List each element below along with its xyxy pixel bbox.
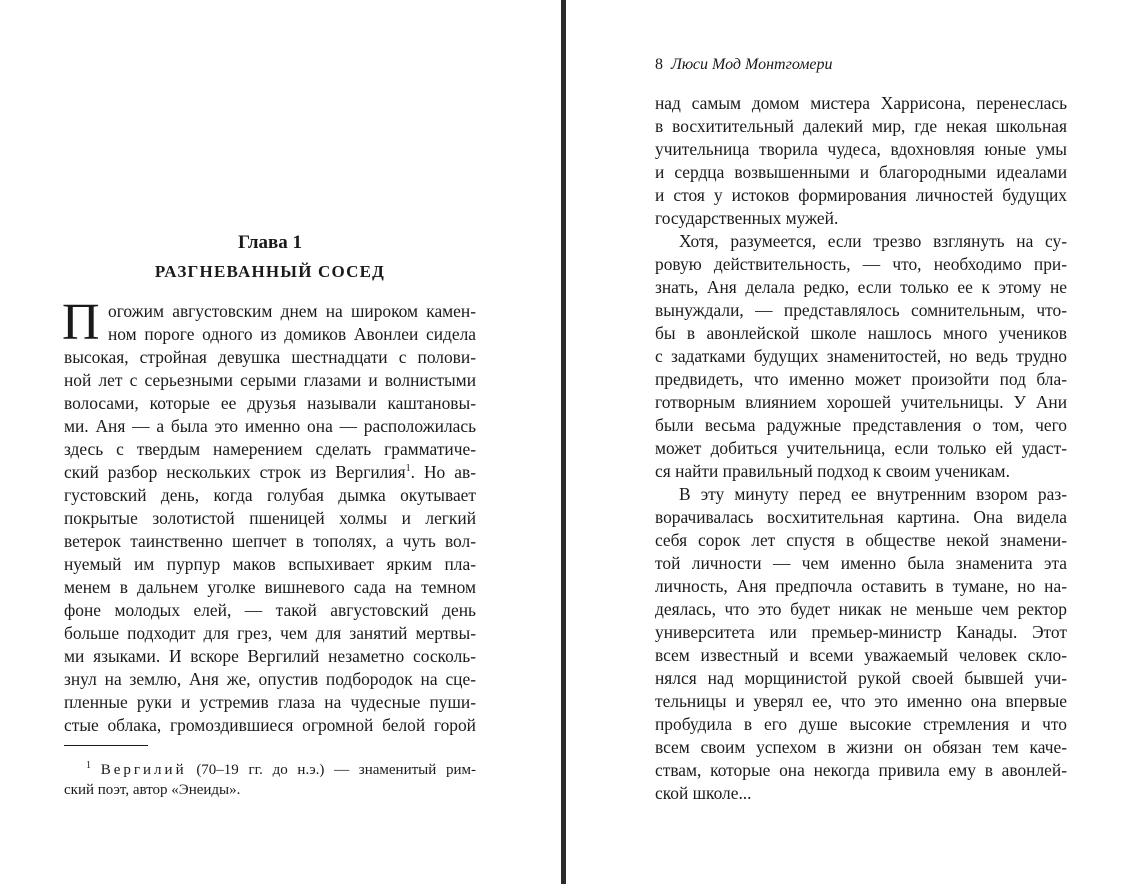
text-line: ся найти правильный подход к своим ученикам.	[655, 461, 1010, 481]
text-line: университета или премьер-министр Канады. Этот	[655, 622, 1067, 642]
text-line: здесь с твердым намерением сделать грамматиче-	[64, 439, 476, 459]
text-segment: . Но ав-	[410, 462, 476, 482]
text-line: больше подходит для грез, чем для занятий мертвы-	[64, 623, 476, 643]
text-line: с задатками будущих знаменитостей, но ведь трудно	[655, 346, 1067, 366]
left-page	[0, 0, 562, 884]
text-line: ми. Аня — а была это именно она — расположилась	[64, 416, 476, 436]
page-number: 8	[655, 56, 663, 73]
text-line: менем в дальнем уголке вишневого сада на темном	[64, 577, 476, 597]
text-line: фоне молодых елей, — такой августовский день	[64, 600, 476, 620]
text-line: знать, Аня делала редко, если только ее к этому не	[655, 277, 1067, 297]
text-line: знул на землю, Аня же, опустив подбородок на сце-	[64, 669, 476, 689]
text-line: В эту минуту перед ее внутренним взором раз-	[679, 484, 1067, 504]
text-line: себя сорок лет спустя в обществе некой знамени-	[655, 530, 1067, 550]
text-line: покрытые золотистой пшеницей холмы и легкий	[64, 508, 476, 528]
text-line: огожим августовским днем на широком камен-	[108, 301, 476, 321]
text-line: готворным влиянием хорошей учительницы. У Ани	[655, 392, 1067, 412]
text-line: и сердца возвышенными и благородными идеалами	[655, 162, 1067, 182]
text-line: ворачивалась восхитительная картина. Она видела	[655, 507, 1067, 527]
text-line: вынуждали, — представлялось сомнительным, что-	[655, 300, 1067, 320]
text-line: стые облака, громоздившиеся огромной белой горой	[64, 715, 476, 735]
text-line: ном пороге одного из домиков Авонлеи сидела	[108, 324, 476, 344]
text-line: высокая, стройная девушка шестнадцати с полови-	[64, 347, 476, 367]
text-line: пробудила в его душе высокие стремления и что	[655, 714, 1067, 734]
text-line: личность, Аня предпочла оставить в тумане, но на-	[655, 576, 1067, 596]
text-line: пленные руки и устремив глаза на чудесные пуши-	[64, 692, 476, 712]
text-line: всем своим успехом в жизни он обязан тем каче-	[655, 737, 1067, 757]
text-line-with-footnote-ref	[64, 461, 476, 484]
text-line: ровую действительность, — что, необходимо при-	[655, 254, 1067, 274]
footnote-marker: 1	[86, 760, 91, 771]
running-header	[655, 56, 833, 74]
footnote-name: Вергилий	[100, 762, 187, 778]
text-line: государственных мужей.	[655, 208, 839, 228]
text-line: может добиться учительница, если только ей удаст-	[655, 438, 1067, 458]
text-segment: ский разбор нескольких строк из Вергилия	[64, 462, 406, 482]
text-line: предвидеть, что именно может произойти под бла-	[655, 369, 1067, 389]
text-line: густовский день, когда голубая дымка окутывает	[64, 485, 476, 505]
right-page	[568, 0, 1130, 884]
text-line: нуемый им пурпур маков вспыхивает ярким пла-	[64, 554, 476, 574]
text-line: ветерок таинственно шепчет в тополях, а чуть вол-	[64, 531, 476, 551]
text-line: ной лет с серьезными серыми глазами и волнистыми	[64, 370, 476, 390]
footnote-divider	[64, 745, 148, 746]
text-line: над самым домом мистера Харрисона, перенеслась	[655, 93, 1067, 113]
text-line: той личности — чем именно была знаменита эта	[655, 553, 1067, 573]
footnote-line	[86, 760, 476, 780]
text-line: тельницы и уверял ее, что это именно она впервые	[655, 691, 1067, 711]
text-line: и стоя у истоков формирования личностей будущих	[655, 185, 1067, 205]
text-line: волосами, которые ее друзья называли каштановы-	[64, 393, 476, 413]
footnote-text: (70–19 гг. до н.э.) — знаменитый рим-	[186, 762, 476, 778]
text-line: нялся над морщинистой рукой своей бывшей учи-	[655, 668, 1067, 688]
text-line: деялась, что это будет никак не меньше чем ректор	[655, 599, 1067, 619]
text-line: ствам, которые она некогда привила ему в авонлей-	[655, 760, 1067, 780]
text-line: бы в авонлейской школе нашлось много учеников	[655, 323, 1067, 343]
drop-cap: П	[62, 294, 100, 351]
text-line: ской школе...	[655, 783, 752, 803]
text-line: Хотя, разумеется, если трезво взглянуть на су-	[679, 231, 1067, 251]
text-line: в восхитительный далекий мир, где некая школьная	[655, 116, 1067, 136]
text-line: ми языками. И вскоре Вергилий незаметно сосколь-	[64, 646, 476, 666]
text-line: были весьма радужные представления о том, чего	[655, 415, 1067, 435]
footnote-reference[interactable]: 1	[405, 463, 411, 475]
text-line: всем известный и всеми уважаемый человек скло-	[655, 645, 1067, 665]
chapter-subtitle: РАЗГНЕВАННЫЙ СОСЕД	[154, 262, 386, 281]
footnote-line: ский поэт, автор «Энеиды».	[64, 782, 241, 798]
chapter-title: Глава 1	[237, 232, 303, 253]
book-spine	[561, 0, 566, 884]
text-line: учительница творила чудеса, вдохновляя юные умы	[655, 139, 1067, 159]
author-name: Люси Мод Монтгомери	[671, 56, 833, 73]
